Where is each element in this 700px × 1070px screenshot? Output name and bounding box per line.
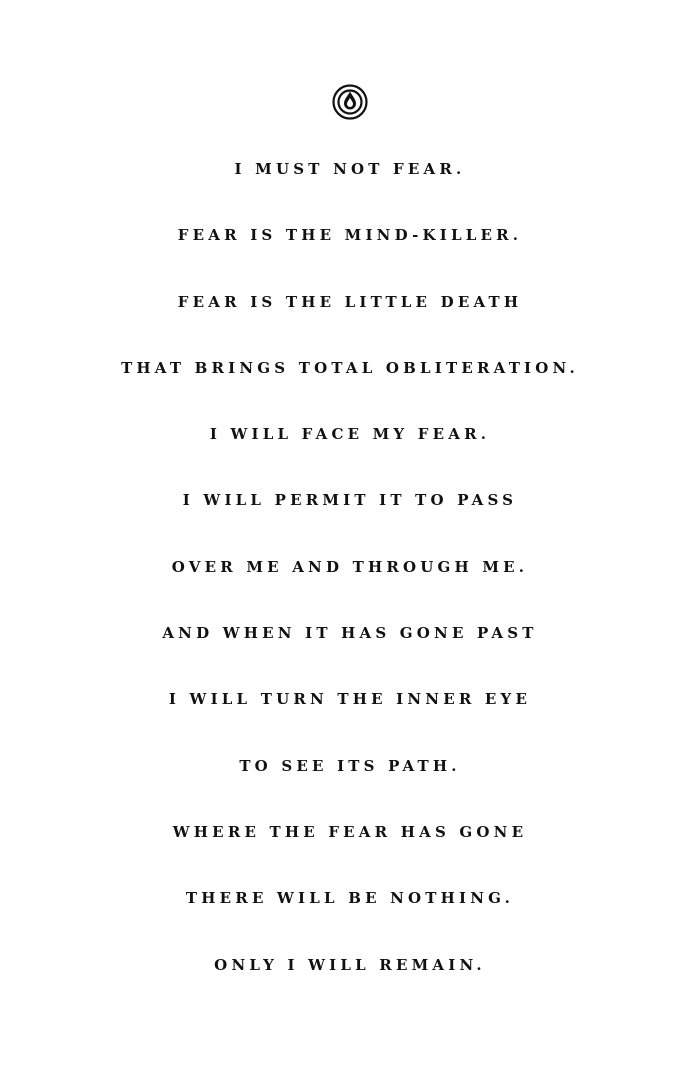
litany-line: WHERE THE FEAR HAS GONE (172, 822, 528, 841)
litany-against-fear (0, 150, 700, 1012)
litany-line: FEAR IS THE LITTLE DEATH (177, 292, 523, 311)
litany-line: I WILL TURN THE INNER EYE (168, 690, 532, 709)
litany-line: TO SEE ITS PATH. (239, 756, 461, 775)
litany-line: OVER ME AND THROUGH ME. (171, 557, 529, 576)
litany-line: AND WHEN IT HAS GONE PAST (162, 624, 538, 643)
concentric-drop-icon (332, 84, 368, 120)
litany-line: FEAR IS THE MIND-KILLER. (177, 226, 523, 245)
litany-line: THERE WILL BE NOTHING. (185, 889, 515, 908)
litany-line: I WILL PERMIT IT TO PASS (182, 491, 518, 510)
litany-line: THAT BRINGS TOTAL OBLITERATION. (121, 358, 579, 377)
litany-line: ONLY I WILL REMAIN. (214, 955, 486, 974)
litany-line: I MUST NOT FEAR. (234, 160, 466, 178)
litany-line: I WILL FACE MY FEAR. (209, 425, 491, 444)
